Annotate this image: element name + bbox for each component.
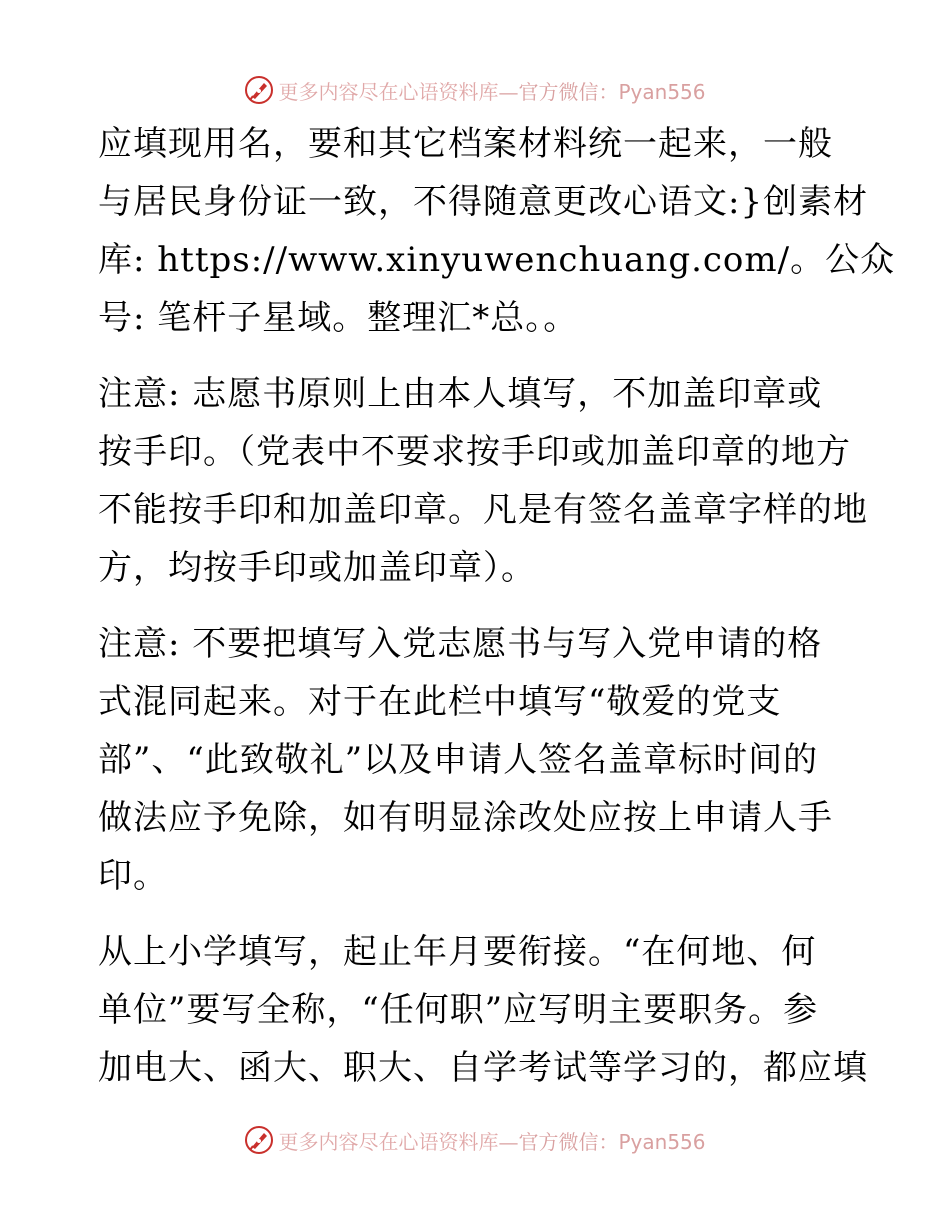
- header-watermark: [0, 72, 950, 108]
- quill-pen-logo-icon: [244, 1125, 274, 1155]
- text-line: 单位”要写全称，“任何职”应写明主要职务。参: [98, 990, 819, 1030]
- watermark-brand: 更多内容尽在心语资料库: [278, 79, 499, 104]
- watermark-wechat-id: Pyan556: [618, 1129, 706, 1154]
- text-line: 从上小学填写，起止年月要衔接。“在何地、何: [98, 932, 817, 972]
- paragraph-format-note: [98, 615, 858, 905]
- paragraph-name-instruction: [98, 115, 896, 347]
- watermark-wechat-id: Pyan556: [618, 79, 706, 104]
- text-line: 库: https://www.xinyuwenchuang.com/。公众: [98, 240, 896, 280]
- watermark-brand: 更多内容尽在心语资料库: [278, 1129, 499, 1154]
- text-line: 注意: 不要把填写入党志愿书与写入党申请的格: [98, 624, 823, 664]
- text-line: 不能按手印和加盖印章。凡是有签名盖章字样的地: [98, 490, 868, 530]
- text-line: 与居民身份证一致，不得随意更改心语文:}创素材: [98, 182, 869, 222]
- text-line: 号: 笔杆子星域。整理汇*总。。: [98, 298, 579, 338]
- watermark-text: [278, 1126, 705, 1155]
- text-line: 式混同起来。对于在此栏中填写“敬爱的党支: [98, 682, 782, 722]
- paragraph-education-history: [98, 923, 868, 1097]
- footer-watermark: [0, 1122, 950, 1158]
- text-line: 部”、“此致敬礼”以及申请人签名盖章标时间的: [98, 740, 819, 780]
- watermark-text: [278, 76, 705, 105]
- watermark-separator: —: [498, 1129, 519, 1154]
- watermark-wechat-label: 官方微信：: [518, 79, 619, 104]
- text-line: 加电大、函大、职大、自学考试等学习的，都应填: [98, 1048, 868, 1088]
- text-line: 印。: [98, 856, 168, 896]
- watermark-wechat-label: 官方微信：: [518, 1129, 619, 1154]
- document-body: [98, 115, 896, 1115]
- watermark-separator: —: [498, 79, 519, 104]
- text-line: 方，均按手印或加盖印章）。: [98, 548, 536, 588]
- text-line: 应填现用名，要和其它档案材料统一起来，一般: [98, 124, 833, 164]
- text-line: 注意: 志愿书原则上由本人填写，不加盖印章或: [98, 374, 823, 414]
- paragraph-seal-note: [98, 365, 868, 597]
- quill-pen-logo-icon: [244, 75, 274, 105]
- text-line: 做法应予免除，如有明显涂改处应按上申请人手: [98, 798, 833, 838]
- text-line: 按手印。（党表中不要求按手印或加盖印章的地方: [98, 432, 851, 472]
